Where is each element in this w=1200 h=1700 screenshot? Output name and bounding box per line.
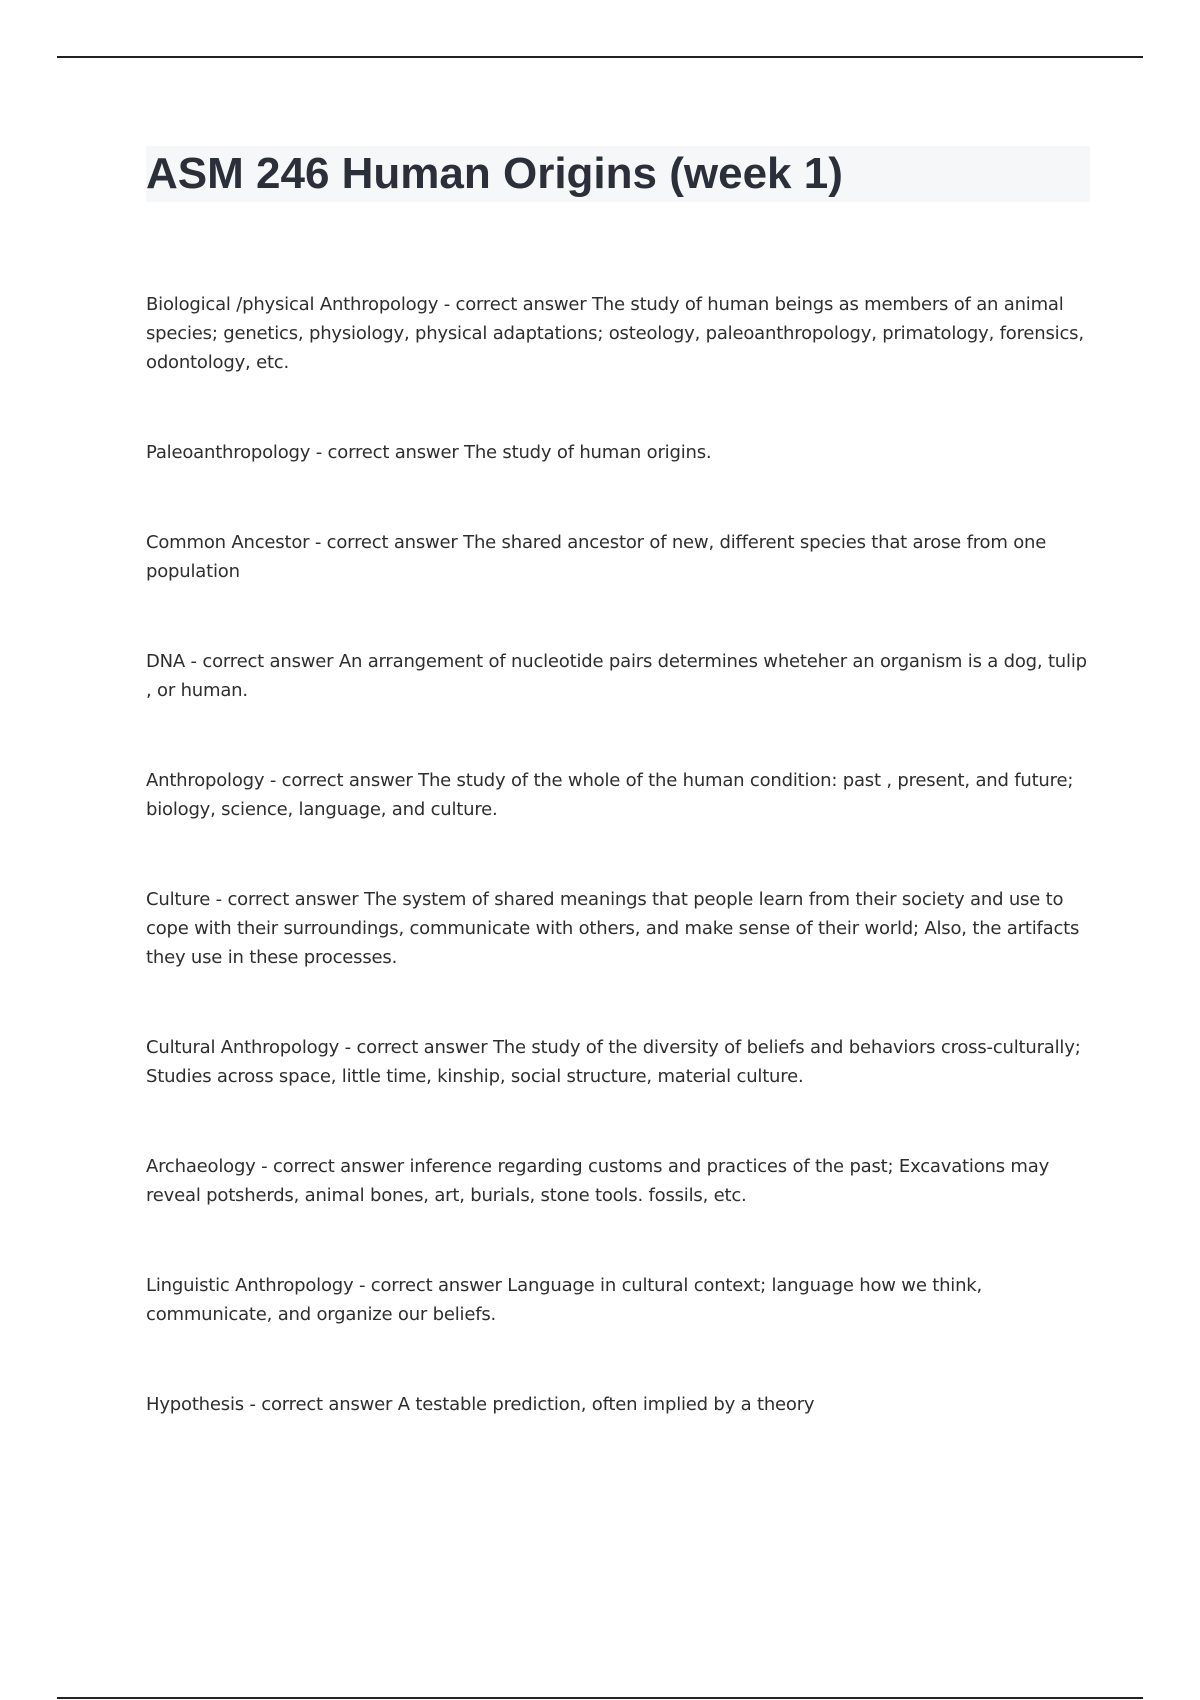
top-divider: [57, 56, 1143, 58]
flashcard-entry-linguistic-anthropology: Linguistic Anthropology - correct answer Language in cultural context; language how we think, communicate, and organize our beliefs.: [146, 1275, 983, 1325]
bottom-divider: [57, 1697, 1143, 1699]
page-title: ASM 246 Human Origins (week 1): [146, 149, 843, 198]
flashcard-entry-cultural-anthropology: Cultural Anthropology - correct answer The study of the diversity of beliefs and behaviors cross-culturally; Studies across space, little time, kinship, social structure, material culture.: [146, 1037, 1081, 1087]
flashcard-entry-anthropology: Anthropology - correct answer The study of the whole of the human condition: past , present, and future; biology, science, language, and culture.: [146, 770, 1074, 820]
flashcard-entry-common-ancestor: Common Ancestor - correct answer The shared ancestor of new, different species that arose from one population: [146, 532, 1047, 582]
flashcard-entry-archaeology: Archaeology - correct answer inference regarding customs and practices of the past; Excavations may reveal potsherds, animal bones, art, burials, stone tools. fossils, etc.: [146, 1156, 1050, 1206]
flashcard-entry-paleoanthropology: Paleoanthropology - correct answer The study of human origins.: [146, 442, 712, 463]
flashcard-entry-culture: Culture - correct answer The system of shared meanings that people learn from their society and use to cope with their surroundings, communicate with others, and make sense of their world; Also, the artifacts they use in these processes.: [146, 889, 1080, 968]
flashcard-entry-dna: DNA - correct answer An arrangement of nucleotide pairs determines wheteher an organism is a dog, tulip , or human.: [146, 651, 1087, 701]
flashcard-list: [146, 290, 1090, 1419]
flashcard-entry-biological-anthropology: Biological /physical Anthropology - correct answer The study of human beings as members of an animal species; genetics, physiology, physical adaptations; osteology, paleoanthropology, primatology, forensics, odontology, etc.: [146, 294, 1084, 373]
flashcard-entry-hypothesis: Hypothesis - correct answer A testable prediction, often implied by a theory: [146, 1394, 815, 1415]
